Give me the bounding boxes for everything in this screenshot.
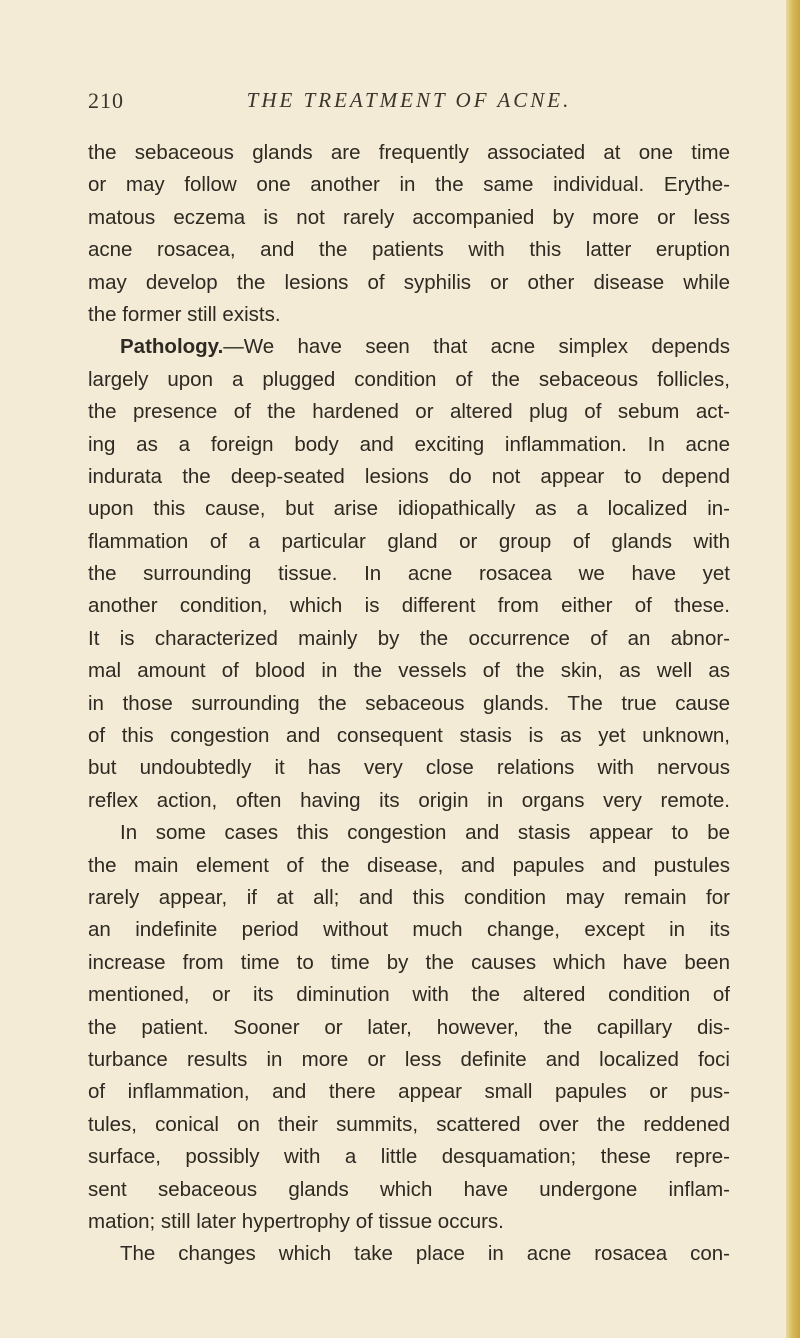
- text-line: It is characterized mainly by the occurrence of an abnor-: [88, 626, 730, 650]
- text-line: —We have seen that acne simplex depends: [223, 335, 730, 359]
- text-line: of inflammation, and there appear small papules or pus-: [88, 1080, 730, 1104]
- text-line: ing as a foreign body and exciting inflammation. In acne: [88, 432, 730, 456]
- section-heading-pathology: Pathology.: [120, 335, 224, 359]
- text-line: mentioned, or its diminution with the altered condition of: [88, 983, 730, 1007]
- text-line: indurata the deep-seated lesions do not appear to depend: [88, 464, 730, 488]
- text-line: mal amount of blood in the vessels of the skin, as well as: [88, 659, 730, 683]
- text-line: the main element of the disease, and papules and pustules: [88, 853, 730, 877]
- text-line: turbance results in more or less definite and localized foci: [88, 1047, 730, 1071]
- text-line: may develop the lesions of syphilis or other disease while: [88, 270, 730, 294]
- text-line: The changes which take place in acne rosacea con-: [120, 1242, 730, 1266]
- text-line: mation; still later hypertrophy of tissue occurs.: [88, 1209, 504, 1233]
- body-text: [88, 137, 730, 1271]
- text-line: an indefinite period without much change, except in its: [88, 918, 730, 942]
- pathology-paragraph-start: [88, 331, 730, 363]
- running-head: THE TREATMENT OF ACNE.: [246, 88, 572, 112]
- text-line: surface, possibly with a little desquamation; these repre-: [88, 1145, 730, 1169]
- text-line: reflex action, often having its origin in organs very remote.: [88, 788, 730, 812]
- text-line: In some cases this congestion and stasis appear to be: [120, 821, 730, 845]
- text-line: the surrounding tissue. In acne rosacea we have yet: [88, 562, 730, 586]
- page-number: 210: [88, 88, 124, 113]
- text-line: another condition, which is different from either of these.: [88, 594, 730, 618]
- text-line: sent sebaceous glands which have undergone inflam-: [88, 1177, 730, 1201]
- text-line: the presence of the hardened or altered plug of sebum act-: [88, 400, 730, 424]
- text-line: rarely appear, if at all; and this condition may remain for: [88, 885, 730, 909]
- text-line: flammation of a particular gland or group of glands with: [88, 529, 730, 553]
- page-header: [88, 88, 730, 118]
- text-line: the sebaceous glands are frequently associated at one time: [88, 141, 730, 164]
- text-line: but undoubtedly it has very close relations with nervous: [88, 756, 730, 780]
- text-line: of this congestion and consequent stasis is as yet unknown,: [88, 724, 730, 748]
- text-line: or may follow one another in the same individual. Erythe-: [88, 173, 730, 197]
- text-line: largely upon a plugged condition of the sebaceous follicles,: [88, 367, 730, 391]
- text-line: upon this cause, but arise idiopathically as a localized in-: [88, 497, 730, 521]
- text-line: in those surrounding the sebaceous glands. The true cause: [88, 691, 730, 715]
- text-line: acne rosacea, and the patients with this latter eruption: [88, 238, 730, 262]
- page-edge: [786, 0, 800, 1338]
- text-line: matous eczema is not rarely accompanied by more or less: [88, 205, 730, 229]
- text-line: tules, conical on their summits, scattered over the reddened: [88, 1112, 730, 1136]
- text-line: the former still exists.: [88, 302, 281, 326]
- text-line: increase from time to time by the causes which have been: [88, 950, 730, 974]
- text-line: the patient. Sooner or later, however, the capillary dis-: [88, 1015, 730, 1039]
